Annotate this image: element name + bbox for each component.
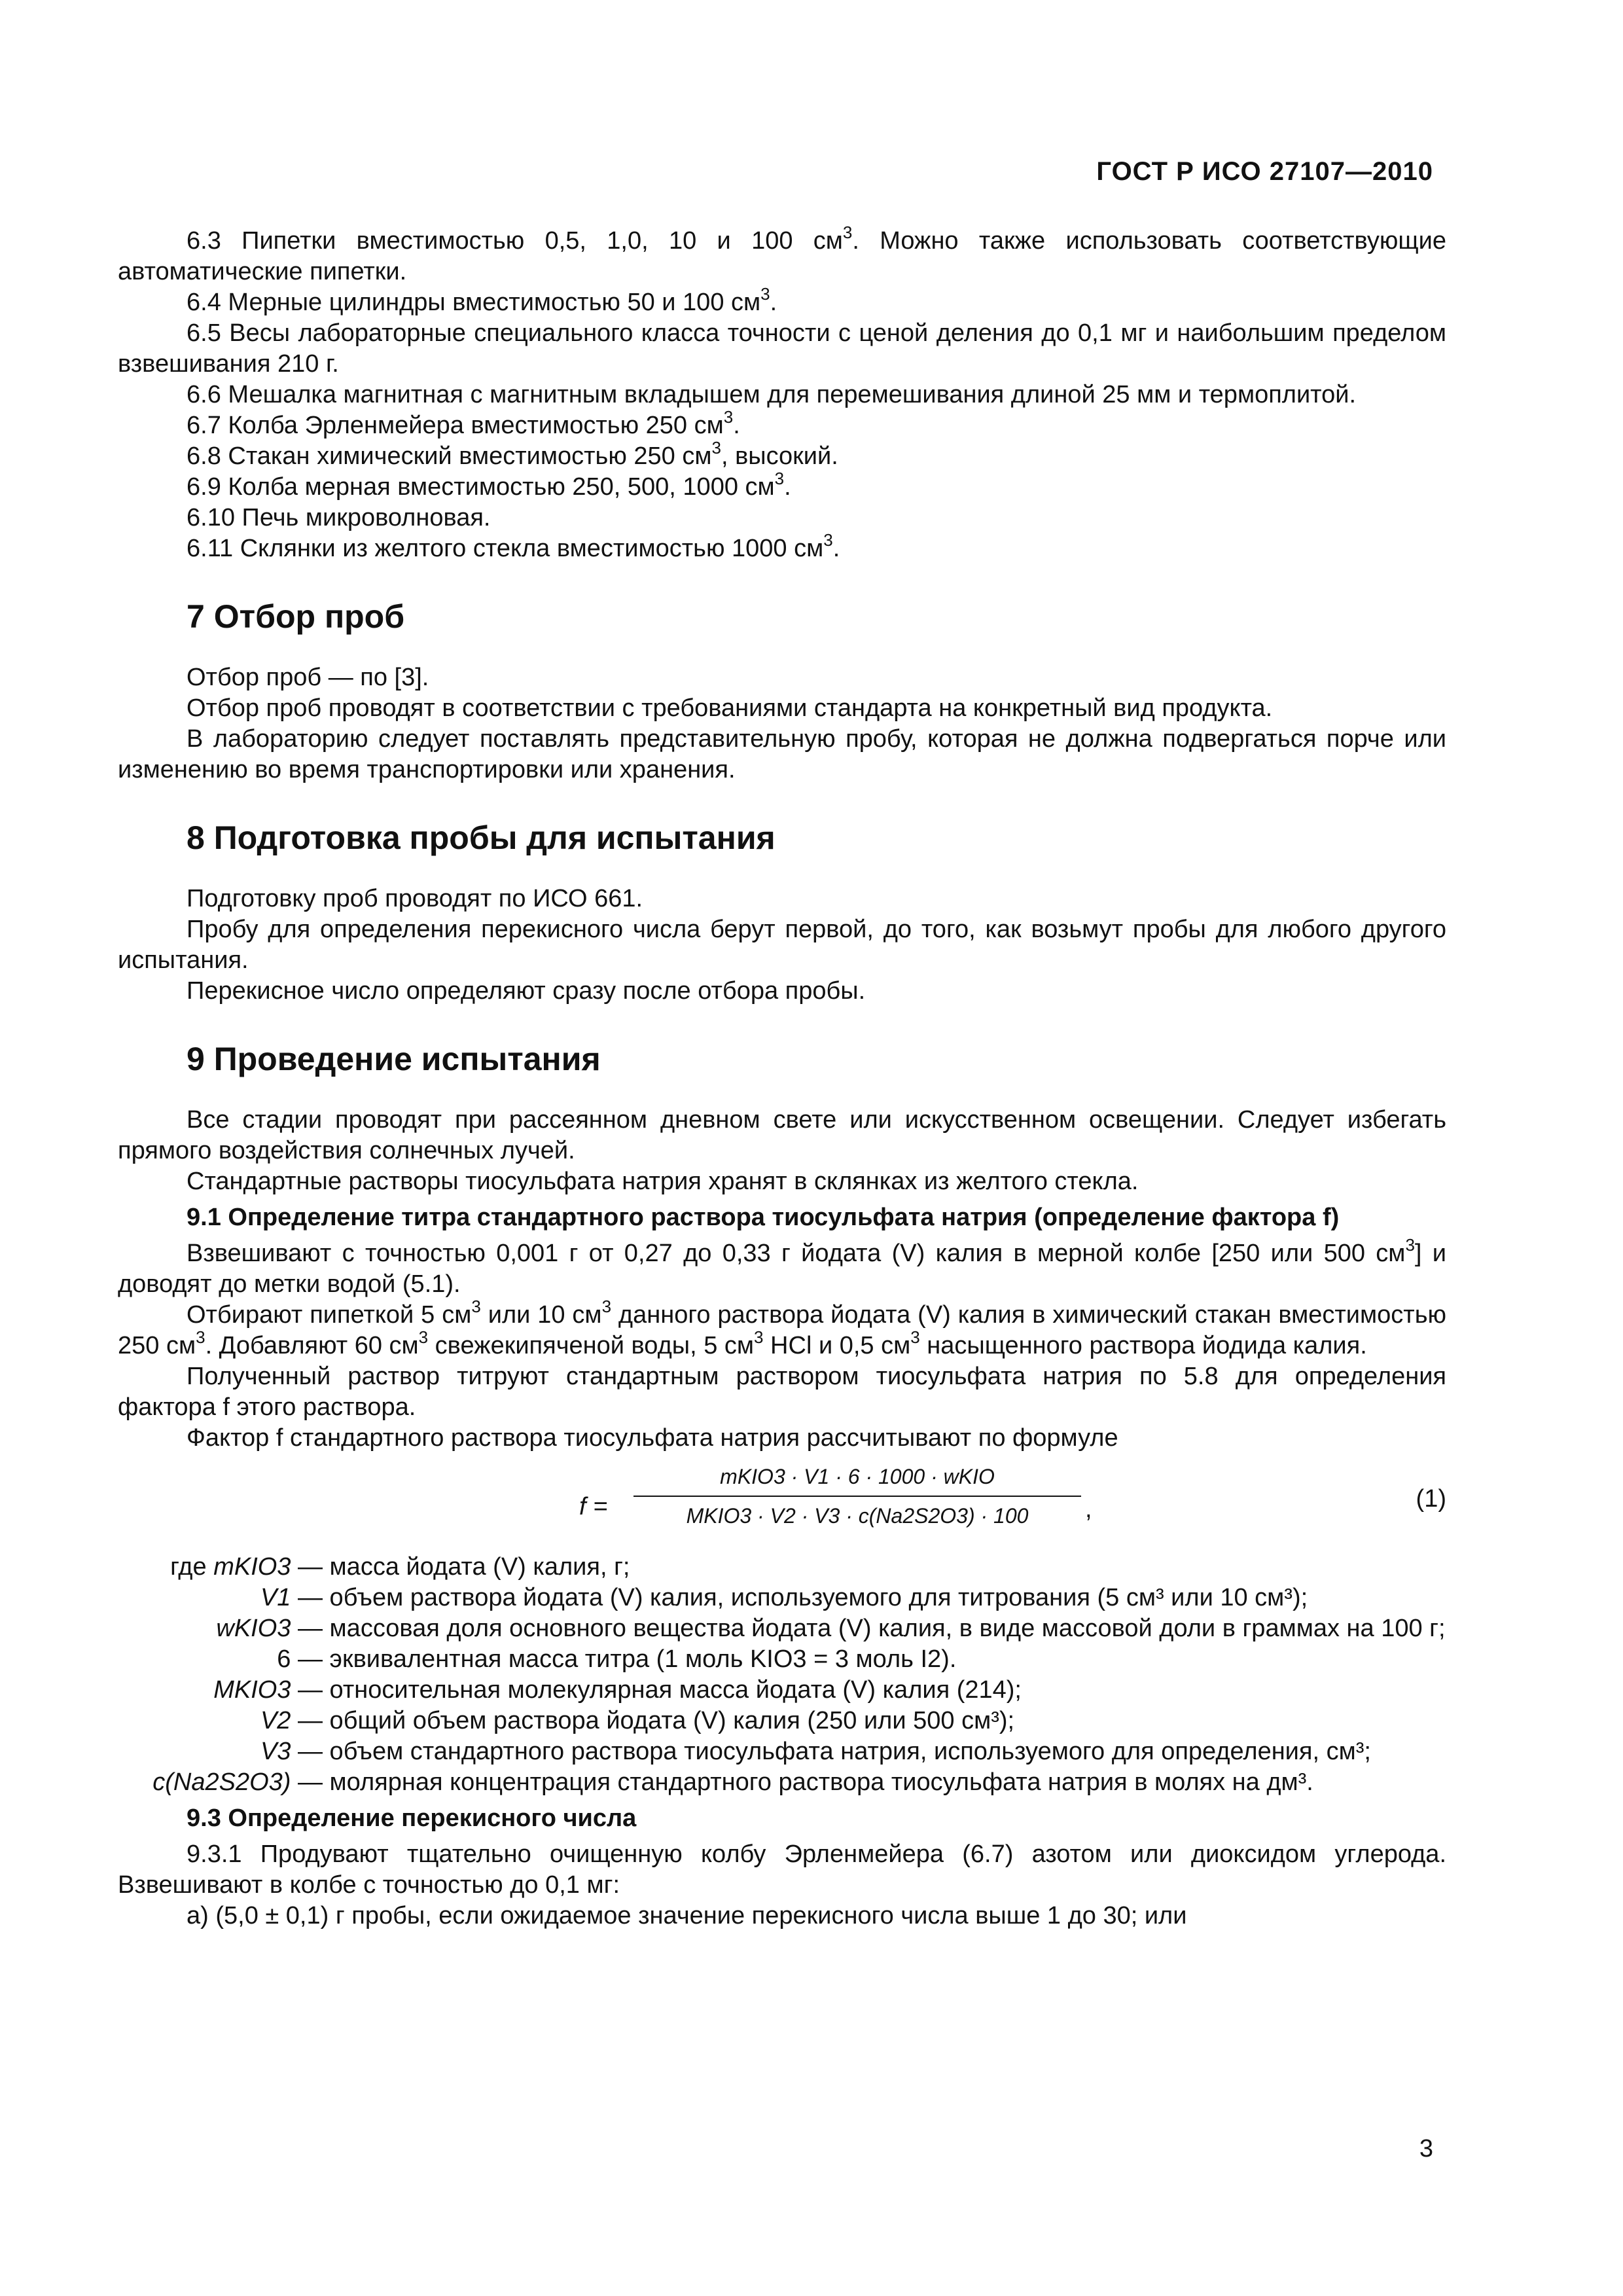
subsection-9-3-title: 9.3 Определение перекисного числа xyxy=(187,1804,637,1832)
section-9-3-paragraph: 9.3.1 Продувают тщательно очищенную колбу Эрленмейера (6.7) азотом или диоксидом углерода. Взвешивают в колбе с точностью до 0,1 мг: xyxy=(118,1840,1446,1899)
document-body xyxy=(118,223,1447,1931)
section-8-paragraph: Пробу для определения перекисного числа берут первой, до того, как возьмут пробы для любого другого испытания. xyxy=(118,916,1446,974)
section-7-title: 7 Отбор проб xyxy=(187,598,405,635)
item-6-6: 6.6 Мешалка магнитная с магнитным вкладышем для перемешивания длиной 25 мм и термоплитой. xyxy=(187,381,1357,408)
section-9-1-paragraph: Взвешивают с точностью 0,001 г от 0,27 до 0,33 г йодата (V) калия в мерной колбе [250 или 500 $см^3$] и доводят до метки водой (5.1). xyxy=(118,1235,1447,1298)
legend-symbol: V2 xyxy=(260,1707,291,1734)
formula-lhs: f = xyxy=(579,1493,608,1520)
section-9-paragraph: Стандартные растворы тиосульфата натрия хранят в склянках из желтого стекла. xyxy=(187,1168,1139,1195)
legend-symbol: c(Na2S2O3) xyxy=(152,1768,291,1796)
legend-description: — общий объем раствора йодата (V) калия (250 или 500 см³); xyxy=(298,1707,1015,1734)
legend-row xyxy=(118,1644,1446,1675)
formula-legend xyxy=(118,1552,1446,1798)
section-9-1-paragraph: Фактор f стандартного раствора тиосульфата натрия рассчитывают по формуле xyxy=(187,1424,1118,1452)
item-6-7: 6.7 Колба Эрленмейера вместимостью 250 $см^3$. xyxy=(187,407,740,439)
legend-row xyxy=(118,1613,1446,1644)
section-8-paragraph: Подготовку проб проводят по ИСО 661. xyxy=(187,885,643,912)
legend-row xyxy=(118,1767,1446,1798)
legend-description: — объем стандартного раствора тиосульфата натрия, используемого для определения, см³; xyxy=(298,1738,1371,1765)
item-6-4: 6.4 Мерные цилиндры вместимостью 50 и 100 $см^3$. xyxy=(187,284,777,316)
legend-symbol: mKIO3 xyxy=(213,1553,291,1581)
formula-1 xyxy=(118,1458,1446,1549)
equation-number: (1) xyxy=(1416,1485,1446,1513)
section-9-paragraph: Все стадии проводят при рассеянном дневном свете или искусственном освещении. Следует избегать прямого воздействия солнечных лучей. xyxy=(118,1106,1446,1164)
formula-comma: , xyxy=(1085,1496,1092,1523)
legend-row xyxy=(118,1706,1446,1736)
section-7-paragraph: Отбор проб — по [3]. xyxy=(187,664,429,691)
legend-description: — относительная молекулярная масса йодата (V) калия (214); xyxy=(298,1676,1022,1704)
page-number: 3 xyxy=(1419,2135,1433,2162)
item-6-11: 6.11 Склянки из желтого стекла вместимостью 1000 $см^3$. xyxy=(187,530,840,562)
section-9-1-paragraph: Полученный раствор титруют стандартным раствором тиосульфата натрия по 5.8 для определения фактора f этого раствора. xyxy=(118,1363,1446,1421)
section-9-title: 9 Проведение испытания xyxy=(187,1041,601,1077)
legend-row xyxy=(118,1552,1446,1583)
legend-row xyxy=(118,1583,1446,1613)
section-9-3-list-item: а) (5,0 ± 0,1) г пробы, если ожидаемое значение перекисного числа выше 1 до 30; или xyxy=(187,1902,1187,1929)
legend-symbol: MKIO3 xyxy=(213,1676,291,1704)
section-8-paragraph: Перекисное число определяют сразу после отбора пробы. xyxy=(187,977,866,1005)
legend-description: — объем раствора йодата (V) калия, используемого для титрования (5 см³ или 10 см³); xyxy=(298,1584,1308,1611)
legend-symbol: V3 xyxy=(260,1738,291,1765)
formula-denominator: MKIO3 · V2 · V3 · c(Na2S2O3) · 100 xyxy=(686,1504,1029,1528)
legend-description: — эквивалентная масса титра (1 моль KIO3 = 3 моль I2). xyxy=(298,1645,957,1673)
formula-numerator: mKIO3 · V1 · 6 · 1000 · wKIO xyxy=(720,1465,995,1488)
item-6-9: 6.9 Колба мерная вместимостью 250, 500, 1000 $см^3$. xyxy=(187,469,791,501)
formula-fraction xyxy=(628,1458,1086,1535)
legend-symbol: wKIO3 xyxy=(216,1615,291,1642)
item-6-10: 6.10 Печь микроволновая. xyxy=(187,504,491,531)
subsection-9-1-title: 9.1 Определение титра стандартного раствора тиосульфата натрия (определение фактора f) xyxy=(187,1204,1340,1231)
legend-description: — массовая доля основного вещества йодата (V) калия, в виде массовой доли в граммах на 100 г; xyxy=(298,1615,1446,1642)
legend-symbol: V1 xyxy=(260,1584,291,1611)
item-6-8: 6.8 Стакан химический вместимостью 250 $см^3$, высокий. xyxy=(187,438,838,470)
legend-where: где xyxy=(170,1553,207,1581)
legend-row xyxy=(118,1736,1446,1767)
legend-row xyxy=(118,1675,1446,1706)
section-7-paragraph: В лабораторию следует поставлять представительную пробу, которая не должна подвергаться порче или изменению во время транспортировки или хранения. xyxy=(118,725,1446,783)
item-6-3: 6.3 Пипетки вместимостью 0,5, 1,0, 10 и 100 $см^3$. Можно также использовать соответствующие автоматические пипетки. xyxy=(118,223,1446,285)
section-8-title: 8 Подготовка пробы для испытания xyxy=(187,819,776,856)
legend-description: — масса йодата (V) калия, г; xyxy=(298,1553,630,1581)
section-7-paragraph: Отбор проб проводят в соответствии с требованиями стандарта на конкретный вид продукта. xyxy=(187,694,1273,722)
legend-symbol: 6 xyxy=(277,1645,291,1673)
document-header: ГОСТ Р ИСО 27107—2010 xyxy=(1096,157,1433,186)
item-6-5: 6.5 Весы лабораторные специального класса точности с ценой деления до 0,1 мг и наибольшим пределом взвешивания 210 г. xyxy=(118,319,1446,378)
section-9-1-paragraph: Отбирают пипеткой 5 $см^3$ или 10 $см^3$ данного раствора йодата (V) калия в химический стакан вместимостью 250 $см^3$. Добавляют 60 $см^3$ свежекипяченой воды, 5 $см^3$ HCl и 0,5 $см^3$ насыщенного раствора йодида калия. xyxy=(118,1297,1446,1359)
legend-description: — молярная концентрация стандартного раствора тиосульфата натрия в молях на дм³. xyxy=(298,1768,1313,1796)
